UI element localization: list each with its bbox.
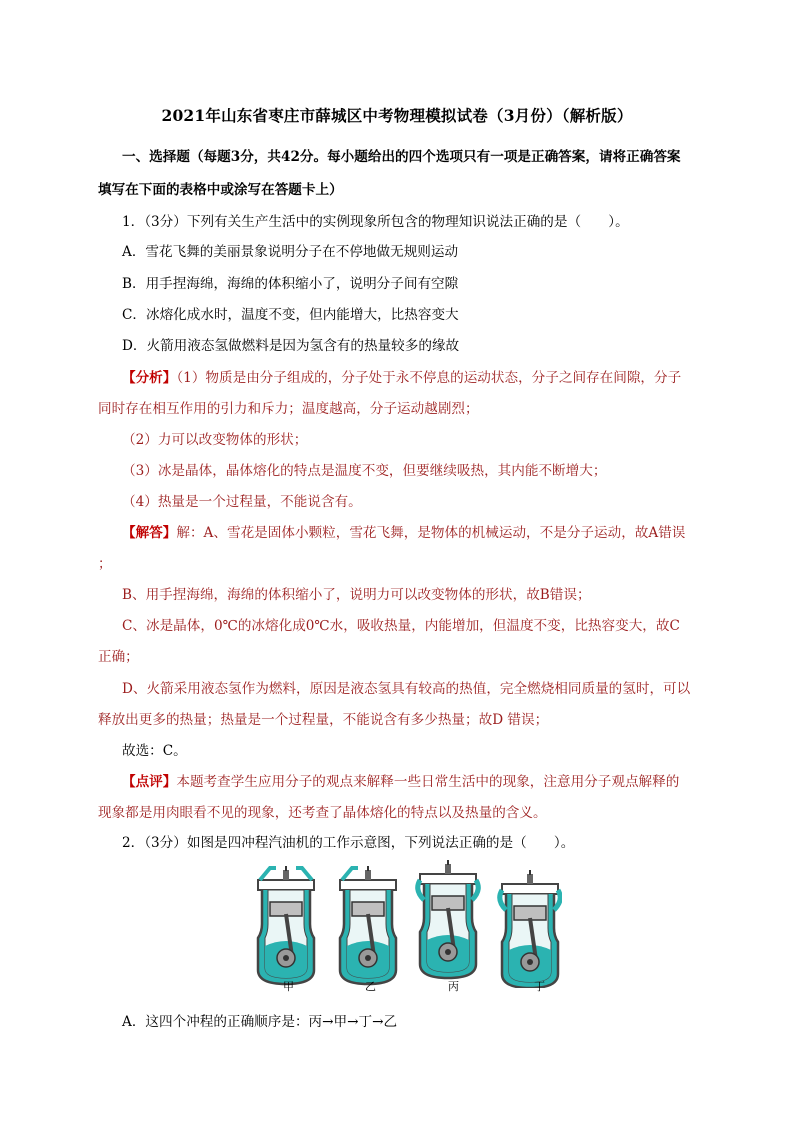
q1-analysis-line2: 同时存在相互作用的引力和斥力；温度越高，分子运动越剧烈； — [98, 401, 479, 417]
q1-answer-line4: D、火箭采用液态氢作为燃料，原因是液态氢具有较高的热值，完全燃烧相同质量的氢时，可以 — [122, 681, 691, 697]
q1-answer-line2: B、用手捏海绵，海绵的体积缩小了，说明力可以改变物体的形状，故B错误； — [122, 587, 591, 603]
q1-analysis-line5: （4）热量是一个过程量，不能说含有。 — [122, 494, 362, 510]
q1-analysis-line3: （2）力可以改变物体的形状； — [122, 432, 308, 448]
q2-option-a: A．这四个冲程的正确顺序是：丙→甲→丁→乙 — [122, 1014, 398, 1030]
comment-label: 【点评】 — [122, 774, 177, 790]
q1-option-d: D．火箭用液态氢做燃料是因为氢含有的热量较多的缘故 — [122, 338, 460, 354]
q1-option-b: B．用手捏海绵，海绵的体积缩小了，说明分子间有空隙 — [122, 276, 459, 292]
engine-ding — [500, 870, 561, 988]
q1-answer-line4b: 释放出更多的热量；热量是一个过程量，不能说含有多少热量；故D 错误； — [98, 712, 549, 728]
q1-answer-line3b: 正确； — [98, 649, 139, 665]
engine-strokes-figure — [252, 860, 562, 988]
q1-choice: 故选：C。 — [122, 743, 187, 759]
q2-stem: 2．（3分）如图是四冲程汽油机的工作示意图，下列说法正确的是（ ）。 — [122, 835, 575, 851]
answer-label: 【解答】 — [122, 525, 177, 541]
q1-comment-line1 — [122, 770, 679, 790]
q1-answer-line1 — [122, 521, 685, 541]
answer-text: 解：A、雪花是固体小颗粒，雪花飞舞，是物体的机械运动，不是分子运动，故A错误 — [176, 525, 686, 541]
q1-option-a: A．雪花飞舞的美丽景象说明分子在不停地做无规则运动 — [122, 244, 459, 260]
engine-yi — [340, 866, 396, 984]
q1-stem: 1．（3分）下列有关生产生活中的实例现象所包含的物理知识说法正确的是（ ）。 — [122, 214, 629, 230]
caption-ding: 丁 — [534, 980, 545, 993]
analysis-text: （1）物质是由分子组成的，分子处于永不停息的运动状态，分子之间存在间隙，分子 — [176, 370, 682, 386]
caption-yi: 乙 — [365, 980, 376, 993]
engine-bing — [418, 860, 479, 978]
section-heading-line2: 填写在下面的表格中或涂写在答题卡上） — [98, 182, 343, 198]
comment-text: 本题考查学生应用分子的观点来解释一些日常生活中的现象，注意用分子观点解释的 — [176, 774, 680, 790]
q1-option-c: C．冰熔化成水时，温度不变，但内能增大，比热容变大 — [122, 307, 459, 323]
section-heading-line1: 一、选择题（每题3分，共42分。每小题给出的四个选项只有一项是正确答案，请将正确答案 — [122, 149, 681, 165]
q1-comment-line2: 现象都是用肉眼看不见的现象，还考查了晶体熔化的特点以及热量的含义。 — [98, 805, 547, 821]
caption-jia: 甲 — [283, 980, 294, 993]
q1-answer-line3: C、冰是晶体，0℃的冰熔化成0℃水，吸收热量，内能增加，但温度不变，比热容变大，故C — [122, 618, 680, 634]
caption-bing: 丙 — [448, 980, 459, 993]
analysis-label: 【分析】 — [122, 370, 177, 386]
q1-analysis-line4: （3）冰是晶体，晶体熔化的特点是温度不变，但要继续吸热，其内能不断增大； — [122, 463, 607, 479]
page-title: 2021年山东省枣庄市薛城区中考物理模拟试卷（3月份）（解析版） — [161, 106, 633, 125]
q1-answer-line1b: ； — [98, 556, 112, 572]
q1-analysis-line1 — [122, 366, 681, 386]
engine-jia — [258, 866, 314, 984]
